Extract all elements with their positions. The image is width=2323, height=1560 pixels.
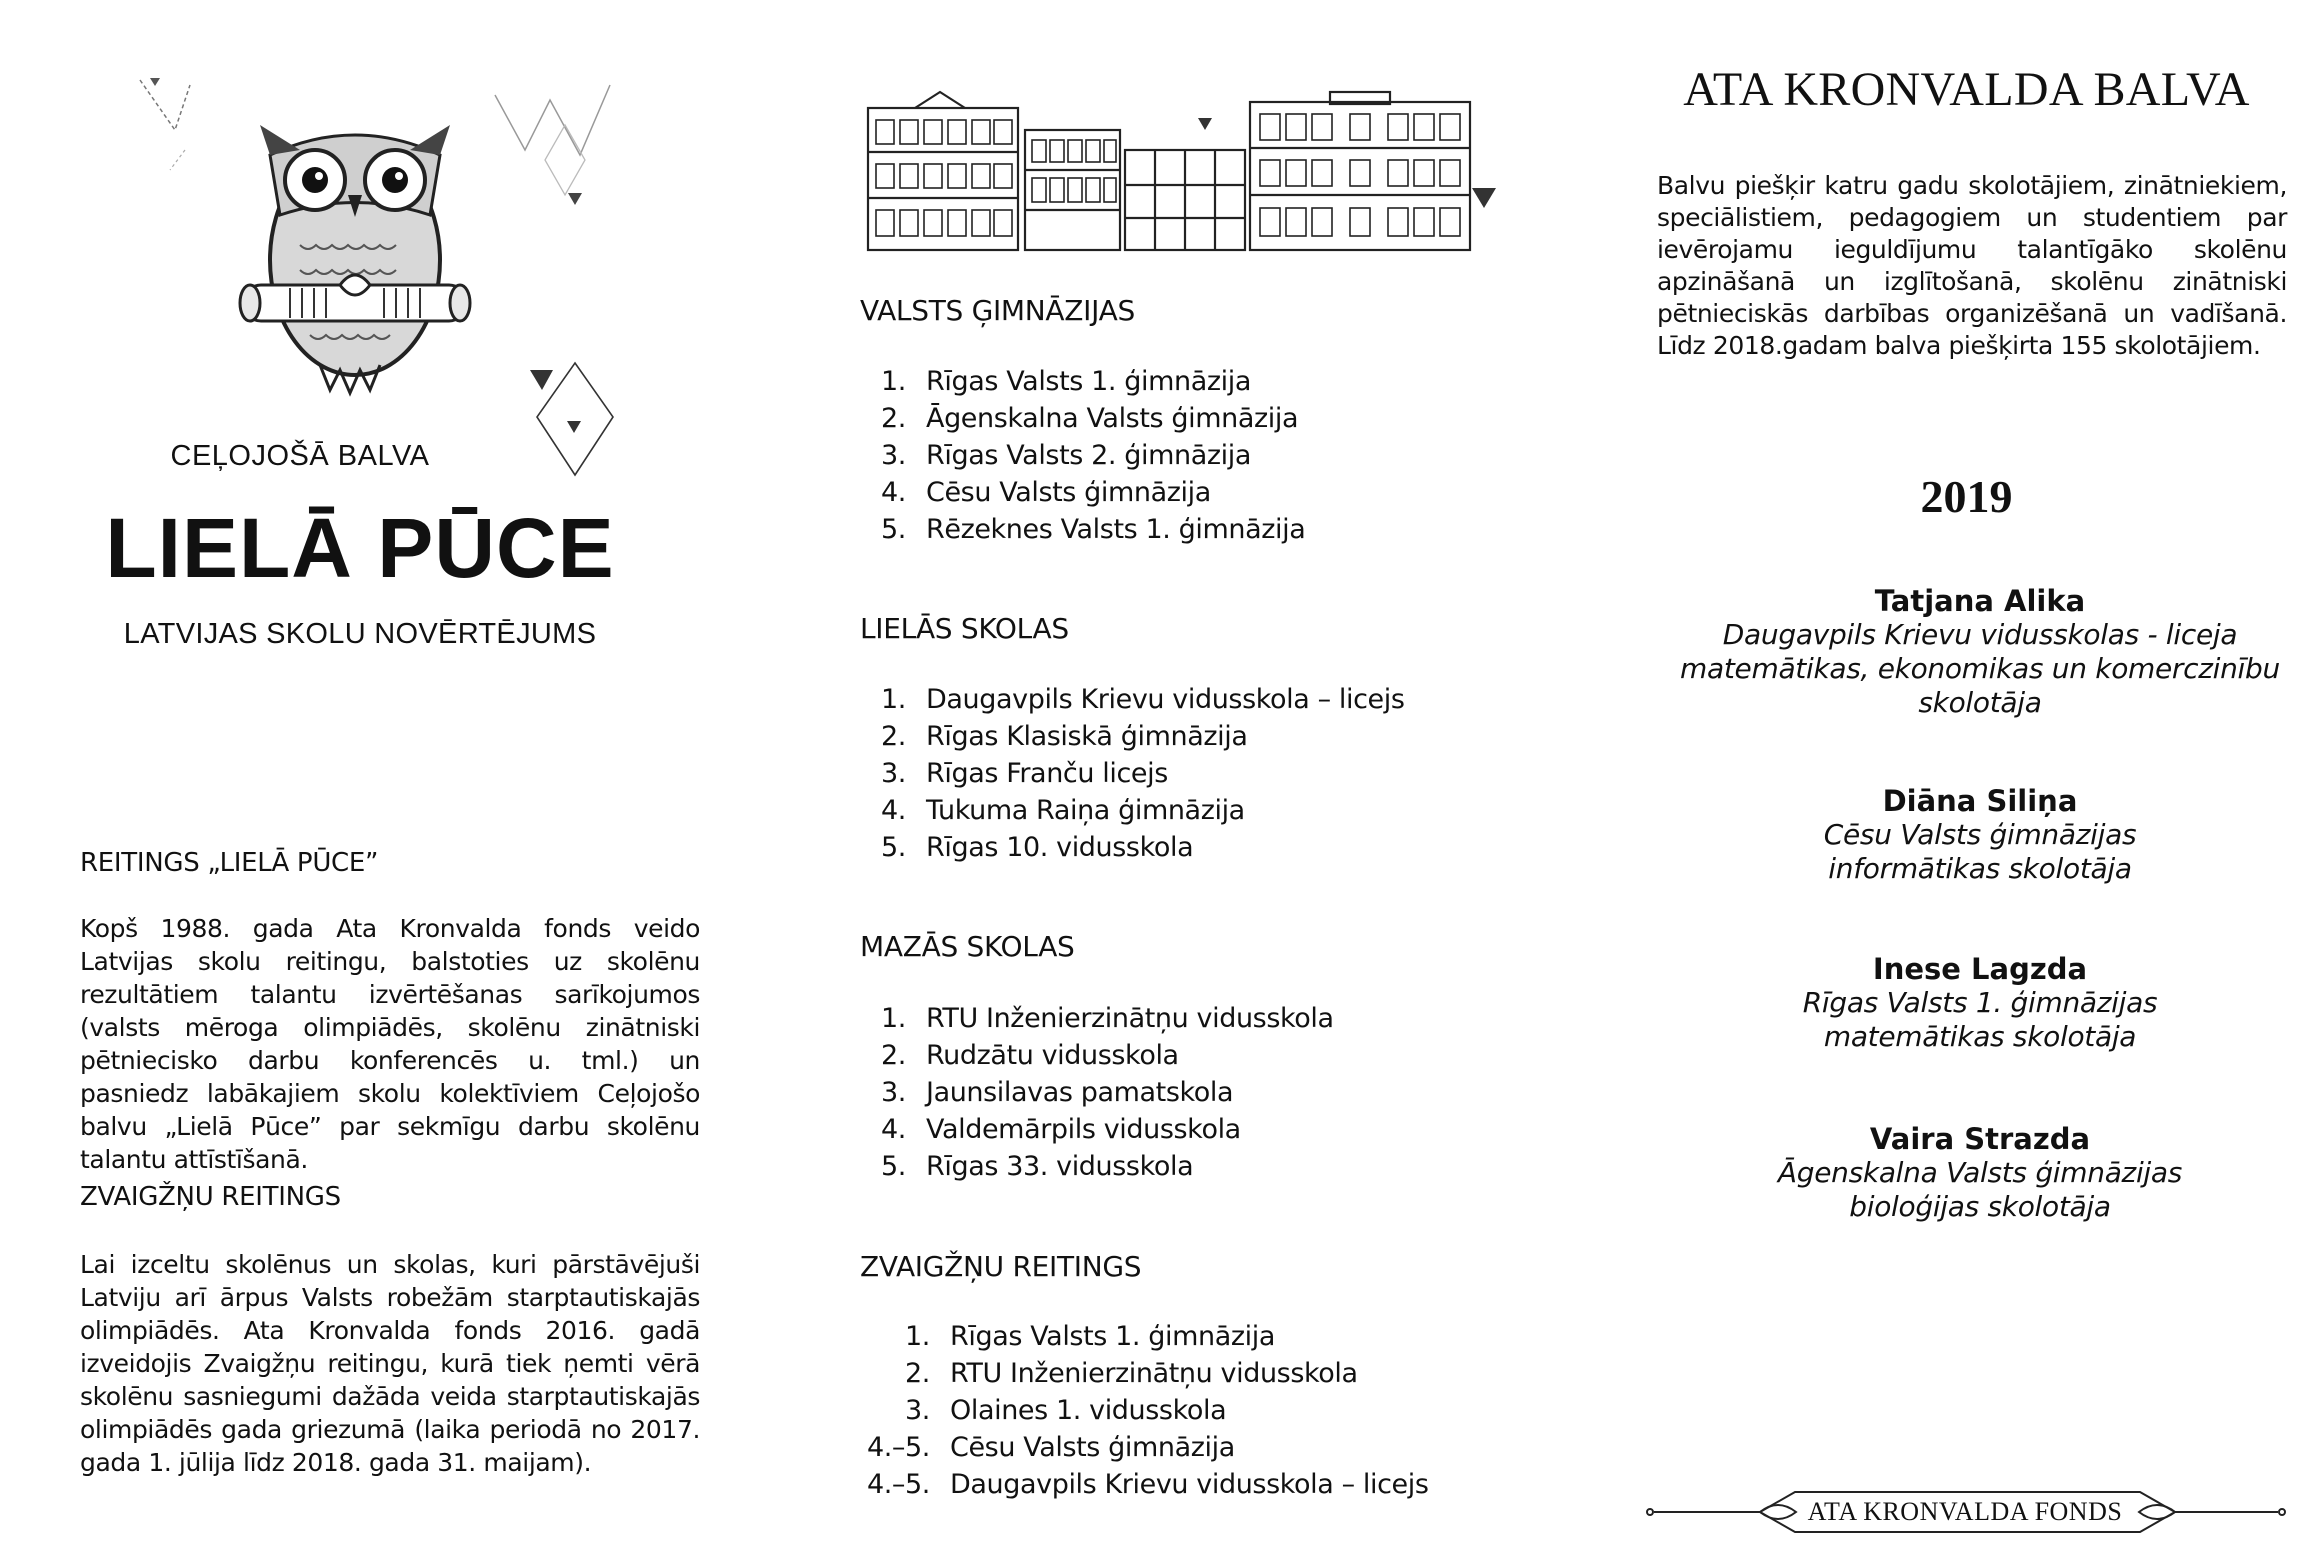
winner-entry: [1650, 1122, 2310, 1224]
list-item: 4. Tukuma Raiņa ģimnāzija: [881, 795, 1245, 826]
winner-desc: informātikas skolotāja: [1828, 852, 2132, 885]
winner-name: Tatjana Alika: [1874, 584, 2086, 618]
state-gymnasiums-list: [860, 363, 1305, 548]
winner-desc: Āgenskalna Valsts ģimnāzijas: [1777, 1156, 2183, 1189]
list-item: 1. RTU Inženierzinātņu vidusskola: [881, 1003, 1334, 1034]
list-item: 5. Rīgas 33. vidusskola: [881, 1151, 1194, 1182]
left-panel: [0, 0, 760, 1560]
diamond-decoration-icon: [130, 70, 230, 180]
list-item: 3. Rīgas Franču licejs: [881, 758, 1168, 789]
list-heading-large-schools: LIELĀS SKOLAS: [860, 612, 1069, 645]
list-item: 5. Rēzeknes Valsts 1. ģimnāzija: [881, 514, 1306, 545]
winner-name: Inese Lagzda: [1872, 952, 2088, 986]
stars-rating-list: [860, 1318, 1429, 1503]
small-schools-list: [860, 1000, 1334, 1185]
winner-name: Vaira Strazda: [1869, 1122, 2091, 1156]
stars-text: Lai izceltu skolēnus un skolas, kuri pārstāvējuši Latviju arī ārpus Valsts robežām starptautiskajās olimpiādēs. Ata Kronvalda fonds 2016. gadā izveidojis Zvaigžņu reitingu, kurā tiek ņemti vērā skolēnu sasniegumi dažāda veida starptautiskajās olimpiādēs gada griezumā (laika periodā no 2017. gada 1. jūlija līdz 2018. gada 31. maijam).: [80, 1250, 700, 1477]
winner-entry: [1650, 952, 2310, 1054]
rating-heading: REITINGS „LIELĀ PŪCE”: [80, 848, 379, 878]
list-item: 4. Valdemārpils vidusskola: [881, 1114, 1241, 1145]
winner-entry: [1650, 584, 2310, 720]
award-title: ATA KRONVALDA BALVA: [1683, 63, 2250, 116]
traveling-award-label: CEĻOJOŠĀ BALVA: [170, 440, 430, 472]
list-item: 4.–5. Cēsu Valsts ģimnāzija: [866, 1432, 1235, 1463]
large-schools-list: [860, 681, 1405, 866]
footer-label: ATA KRONVALDA FONDS: [1807, 1497, 2123, 1526]
winner-desc: Rīgas Valsts 1. ģimnāzijas: [1802, 986, 2158, 1019]
right-panel: [1610, 0, 2323, 1560]
list-item: 5. Rīgas 10. vidusskola: [881, 832, 1194, 863]
award-intro: Balvu piešķir katru gadu skolotājiem, zinātniekiem, speciālistiem, pedagogiem un studentiem par ievērojamu ieguldījumu talantīgāko skolēnu apzināšanā un izglītošanā, skolēnu zinātniski pētnieciskās darbības organizēšanā un vadīšanā. Līdz 2018.gadam balva piešķirta 155 skolotājiem.: [1657, 171, 2287, 360]
winner-desc: skolotāja: [1918, 686, 2042, 719]
list-item: 3. Jaunsilavas pamatskola: [881, 1077, 1234, 1108]
winner-desc: bioloģijas skolotāja: [1849, 1190, 2111, 1223]
list-item: 1. Daugavpils Krievu vidusskola – licejs: [881, 684, 1405, 715]
footer-banner: [1610, 1482, 2323, 1542]
owl-logo-icon: [230, 95, 480, 405]
winner-entry: [1650, 784, 2310, 886]
stars-heading: ZVAIGŽŅU REITINGS: [80, 1182, 341, 1212]
diamond-decoration-icon: [490, 75, 620, 215]
list-item: 2. RTU Inženierzinātņu vidusskola: [905, 1358, 1358, 1389]
list-item: 1. Rīgas Valsts 1. ģimnāzija: [881, 366, 1251, 397]
list-item: 4. Cēsu Valsts ģimnāzija: [881, 477, 1211, 508]
list-item: 3. Olaines 1. vidusskola: [905, 1395, 1227, 1426]
list-item: 2. Āgenskalna Valsts ģimnāzija: [881, 403, 1299, 434]
winner-desc: Cēsu Valsts ģimnāzijas: [1823, 818, 2137, 851]
list-item: 3. Rīgas Valsts 2. ģimnāzija: [881, 440, 1251, 471]
list-item: 2. Rudzātu vidusskola: [881, 1040, 1179, 1071]
list-heading-small-schools: MAZĀS SKOLAS: [860, 930, 1075, 963]
page-subtitle: LATVIJAS SKOLU NOVĒRTĒJUMS: [123, 618, 597, 650]
list-item: 2. Rīgas Klasiskā ģimnāzija: [881, 721, 1248, 752]
school-buildings-icon: [860, 90, 1540, 255]
winner-desc: matemātikas skolotāja: [1823, 1020, 2137, 1053]
middle-panel: [780, 0, 1560, 1560]
list-heading-stars-rating: ZVAIGŽŅU REITINGS: [860, 1250, 1142, 1283]
page-title: LIELĀ PŪCE: [105, 501, 615, 595]
winner-desc: matemātikas, ekonomikas un komerczinību: [1680, 652, 2280, 685]
winner-desc: Daugavpils Krievu vidusskolas - liceja: [1722, 618, 2238, 651]
award-year: 2019: [1920, 471, 2013, 522]
list-item: 1. Rīgas Valsts 1. ģimnāzija: [905, 1321, 1275, 1352]
winner-name: Diāna Siliņa: [1882, 784, 2078, 818]
list-item: 4.–5. Daugavpils Krievu vidusskola – licejs: [866, 1469, 1429, 1500]
list-heading-state-gymnasiums: VALSTS ĢIMNĀZIJAS: [860, 294, 1135, 327]
rating-text: Kopš 1988. gada Ata Kronvalda fonds veido Latvijas skolu reitingu, balstoties uz skolēnu rezultātiem talantu izvērtēšanas sarīkojumos (valsts mēroga olimpiādēs, skolēnu zinātniski pētniecisko darbu konferencēs u. tml.) un pasniedz labākajiem skolu kolektīviem Ceļojošo balvu „Lielā Pūce” par sekmīgu darbu skolēnu talantu attīstīšanā.: [80, 914, 700, 1174]
